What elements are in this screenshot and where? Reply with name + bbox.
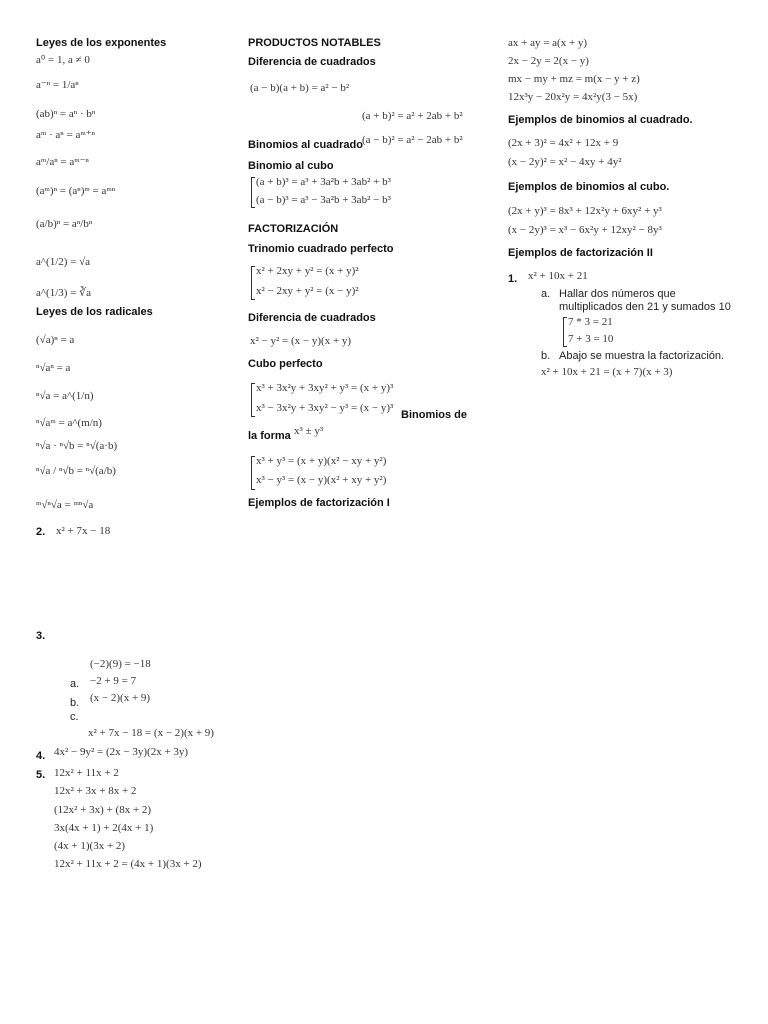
binomios-forma-expression: x³ ± y³ <box>294 425 324 437</box>
item-3a-expression: −2 + 9 = 7 <box>90 675 137 687</box>
item-3c-label: c. <box>70 711 79 723</box>
item-5-line-6: 12x² + 11x + 2 = (4x + 1)(3x + 2) <box>54 858 202 870</box>
item-4-expression: 4x² − 9y² = (2x − 3y)(2x + 3y) <box>54 746 189 758</box>
ejemplos-factorizacion-1-title: Ejemplos de factorización I <box>248 497 390 509</box>
rad-law-2: ⁿ√aⁿ = a <box>36 362 71 374</box>
trinomio-eq-1: x² + 2xy + y² = (x + y)² <box>256 265 359 277</box>
factor-comun-line-2: 2x − 2y = 2(x − y) <box>508 55 589 67</box>
brace-trinomio <box>251 266 255 300</box>
binomios-cuadrado-title: Binomios al cuadrado <box>248 139 363 151</box>
item-1-system-eq-2: 7 + 3 = 10 <box>568 333 614 345</box>
trinomio-cuadrado-perfecto-title: Trinomio cuadrado perfecto <box>248 243 394 255</box>
binomio-cuadrado-eq-1: (a + b)² = a² + 2ab + b² <box>362 110 463 122</box>
ejemplos-factorizacion-2-title: Ejemplos de factorización II <box>508 247 653 259</box>
item-1a-text-line-2: multiplicados den 21 y sumados 10 <box>559 301 731 313</box>
ejemplos-binomios-cuadrado-title: Ejemplos de binomios al cuadrado. <box>508 114 693 126</box>
binomio-cubo-eq-1: (a + b)³ = a³ + 3a²b + 3ab² + b³ <box>256 176 391 188</box>
binomio-cuadrado-eq-2: (a − b)² = a² − 2ab + b² <box>362 134 463 146</box>
item-1b-text: Abajo se muestra la factorización. <box>559 350 725 362</box>
factor-comun-line-3: mx − my + mz = m(x − y + z) <box>508 73 640 85</box>
item-2-expression: x² + 7x − 18 <box>56 525 111 537</box>
ejemplo-cubo-1: (2x + y)³ = 8x³ + 12x²y + 6xy² + y³ <box>508 205 662 217</box>
trinomio-eq-2: x² − 2xy + y² = (x − y)² <box>256 285 359 297</box>
brace-cubo-perfecto <box>251 383 255 417</box>
item-3b-label: b. <box>70 697 80 709</box>
cubo-perfecto-title: Cubo perfecto <box>248 358 323 370</box>
ejemplo-cuadrado-2: (x − 2y)² = x² − 4xy + 4y² <box>508 156 622 168</box>
binomio-cubo-title: Binomio al cubo <box>248 160 334 172</box>
item-3-product: (−2)(9) = −18 <box>90 658 151 670</box>
item-1-system-eq-1: 7 * 3 = 21 <box>568 316 613 328</box>
rad-law-5: ⁿ√a · ⁿ√b = ⁿ√(a·b) <box>36 440 118 452</box>
factor-comun-line-1: ax + ay = a(x + y) <box>508 37 588 49</box>
exp-law-5: aᵐ/aⁿ = aᵐ⁻ⁿ <box>36 156 89 168</box>
item-1a-label: a. <box>541 288 551 300</box>
exp-law-1: a⁰ = 1, a ≠ 0 <box>36 54 90 66</box>
diferencia-cuadrados-fact-title: Diferencia de cuadrados <box>248 312 376 324</box>
item-5-line-2: 12x² + 3x + 8x + 2 <box>54 785 137 797</box>
factor-comun-line-4: 12x³y − 20x²y = 4x²y(3 − 5x) <box>508 91 638 103</box>
exp-law-9: a^(1/3) = ∛a <box>36 287 92 299</box>
item-5-number: 5. <box>36 769 46 781</box>
binomio-cubo-eq-2: (a − b)³ = a³ − 3a²b + 3ab² − b³ <box>256 194 391 206</box>
rad-law-7: ᵐ√ⁿ√a = ᵐⁿ√a <box>36 499 94 511</box>
ejemplo-cubo-2: (x − 2y)³ = x³ − 6x²y + 12xy² − 8y³ <box>508 224 662 236</box>
item-3c-expression: x² + 7x − 18 = (x − 2)(x + 9) <box>88 727 214 739</box>
leyes-radicales-title: Leyes de los radicales <box>36 306 153 318</box>
cubo-perfecto-eq-1: x³ + 3x²y + 3xy² + y³ = (x + y)³ <box>256 382 394 394</box>
rad-law-1: (√a)ⁿ = a <box>36 334 75 346</box>
cubo-perfecto-eq-2: x³ − 3x²y + 3xy² − y³ = (x − y)³ <box>256 402 394 414</box>
item-5-line-5: (4x + 1)(3x + 2) <box>54 840 126 852</box>
exp-law-3: (ab)ⁿ = aⁿ · bⁿ <box>36 108 96 120</box>
item-2-number: 2. <box>36 526 46 538</box>
item-5-line-4: 3x(4x + 1) + 2(4x + 1) <box>54 822 154 834</box>
item-3b-expression: (x − 2)(x + 9) <box>90 692 151 704</box>
item-1-number: 1. <box>508 273 518 285</box>
binomios-forma-title-a: Binomios de <box>401 409 468 421</box>
leyes-exponentes-title: Leyes de los exponentes <box>36 37 167 49</box>
diferencia-cuadrados-title: Diferencia de cuadrados <box>248 56 376 68</box>
ejemplos-binomios-cubo-title: Ejemplos de binomios al cubo. <box>508 181 670 193</box>
rad-law-6: ⁿ√a / ⁿ√b = ⁿ√(a/b) <box>36 465 116 477</box>
item-3a-label: a. <box>70 678 80 690</box>
brace-item-1 <box>563 317 567 347</box>
exp-law-8: a^(1/2) = √a <box>36 256 91 268</box>
rad-law-3: ⁿ√a = a^(1/n) <box>36 390 94 402</box>
item-3-number: 3. <box>36 630 46 642</box>
binomios-forma-title-b: la forma <box>248 430 291 442</box>
binomios-forma-eq-2: x³ − y³ = (x − y)(x² + xy + y²) <box>256 474 387 486</box>
exp-law-6: (aᵐ)ⁿ = (aⁿ)ᵐ = aᵐⁿ <box>36 185 116 197</box>
binomios-forma-eq-1: x³ + y³ = (x + y)(x² − xy + y²) <box>256 455 387 467</box>
exp-law-2: a⁻ⁿ = 1/aⁿ <box>36 79 79 91</box>
item-5-line-1: 12x² + 11x + 2 <box>54 767 119 779</box>
exp-law-4: aᵐ · aⁿ = aᵐ⁺ⁿ <box>36 129 96 141</box>
item-1-expression: x² + 10x + 21 <box>528 270 588 282</box>
rad-law-4: ⁿ√aᵐ = a^(m/n) <box>36 417 102 429</box>
brace-binomios-forma <box>251 456 255 490</box>
brace-binomio-cubo <box>251 177 255 208</box>
diferencia-cuadrados-eq: (a − b)(a + b) = a² − b² <box>250 82 350 94</box>
item-1a-text-line-1: Hallar dos números que <box>559 288 676 300</box>
exp-law-7: (a/b)ⁿ = aⁿ/bⁿ <box>36 218 93 230</box>
productos-notables-title: PRODUCTOS NOTABLES <box>248 37 381 49</box>
item-5-line-3: (12x² + 3x) + (8x + 2) <box>54 804 152 816</box>
item-1-result: x² + 10x + 21 = (x + 7)(x + 3) <box>541 366 673 378</box>
ejemplo-cuadrado-1: (2x + 3)² = 4x² + 12x + 9 <box>508 137 619 149</box>
item-4-number: 4. <box>36 750 46 762</box>
item-1b-label: b. <box>541 350 551 362</box>
factorizacion-title: FACTORIZACIÓN <box>248 223 339 235</box>
diferencia-cuadrados-fact-eq: x² − y² = (x − y)(x + y) <box>250 335 352 347</box>
